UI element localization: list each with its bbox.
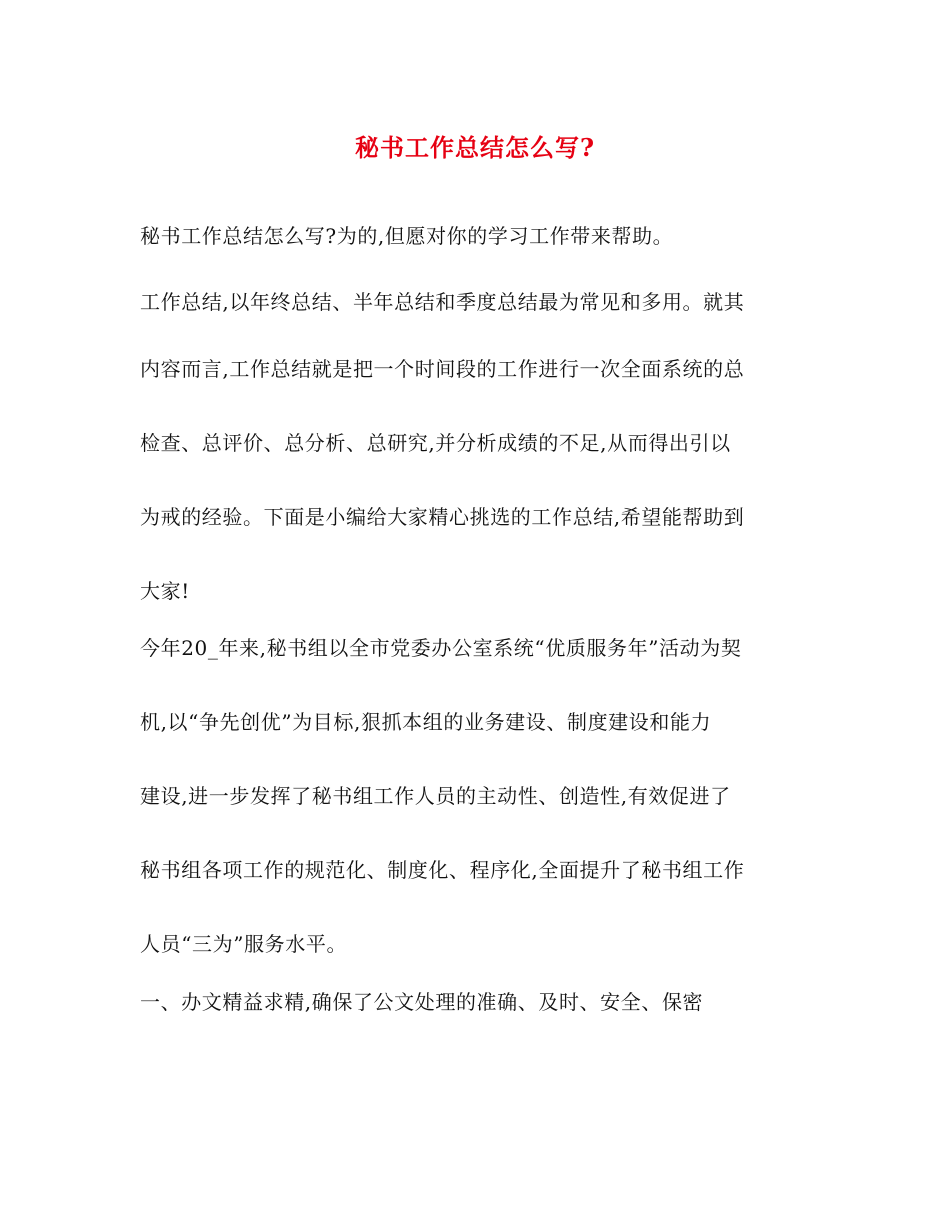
paragraph-2-line-4: 秘书组各项工作的规范化、制度化、程序化,全面提升了秘书组工作 <box>140 858 745 882</box>
section-heading-1: 一、办文精益求精,确保了公文处理的准确、及时、安全、保密 <box>140 990 704 1014</box>
paragraph-2-line-2: 机,以“争先创优”为目标,狠抓本组的业务建设、制度建设和能力 <box>140 710 712 734</box>
document-title: 秘书工作总结怎么写? <box>354 133 596 162</box>
paragraph-1-line-1: 工作总结,以年终总结、半年总结和季度总结最为常见和多用。就其 <box>140 290 745 314</box>
paragraph-1-line-3: 检查、总评价、总分析、总研究,并分析成绩的不足,从而得出引以 <box>140 431 731 455</box>
paragraph-1-line-4: 为戒的经验。下面是小编给大家精心挑选的工作总结,希望能帮助到 <box>140 505 745 529</box>
intro-line: 秘书工作总结怎么写?为的,但愿对你的学习工作带来帮助。 <box>140 224 674 248</box>
paragraph-1-line-2: 内容而言,工作总结就是把一个时间段的工作进行一次全面系统的总 <box>140 357 745 381</box>
paragraph-1-line-5: 大家! <box>140 579 190 603</box>
paragraph-2-line-3: 建设,进一步发挥了秘书组工作人员的主动性、创造性,有效促进了 <box>140 784 731 808</box>
paragraph-2-line-5: 人员“三为”服务水平。 <box>140 932 348 956</box>
paragraph-2-line-1: 今年20_年来,秘书组以全市党委办公室系统“优质服务年”活动为契 <box>140 636 742 660</box>
